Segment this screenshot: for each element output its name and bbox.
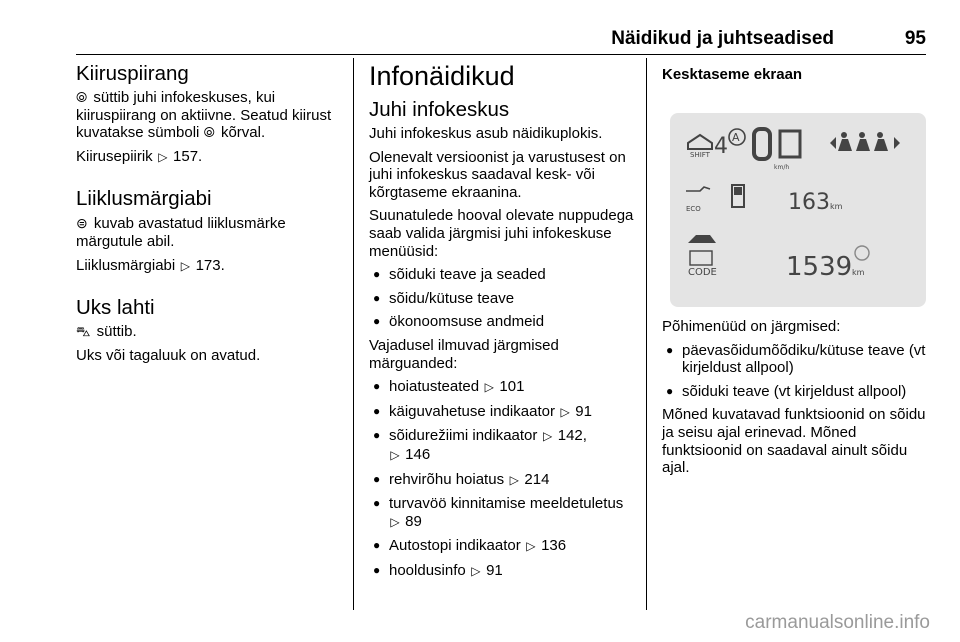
list-item: ● sõiduki teave (vt kirjeldust allpool) — [662, 383, 932, 401]
reference-arrow-icon: ▷ — [390, 514, 400, 529]
paragraph-functions: Mõned kuvatavad funktsioonid on sõidu ja seisu ajal erinevad. Mõned funktsioonid on saadaval ainult sõidu ajal. — [662, 406, 926, 477]
reference-arrow-icon: ▷ — [390, 447, 400, 462]
header-title: Näidikud ja juhtseadised — [611, 28, 834, 49]
traffic-sign-paragraph: ⊜ kuvab avastatud liiklusmärke märgutule abil. — [76, 215, 286, 250]
list-item: ● sõidu/kütuse teave — [369, 290, 639, 308]
range-unit: km — [830, 202, 843, 211]
reference-arrow-icon: ▷ — [560, 404, 570, 419]
reference-arrow-icon: ▷ — [471, 563, 481, 578]
list-item[interactable]: ● Autostopi indikaator ▷ 136 — [369, 537, 639, 556]
code-label: CODE — [688, 267, 717, 278]
immobilizer-icon — [690, 251, 712, 265]
list-item: ● ökonoomsuse andmeid — [369, 313, 639, 331]
range-value: 163 — [788, 190, 830, 215]
paragraph-versions: Olenevalt versioonist ja varustusest on juhi infokeskus saadaval kesk- või kõrgtaseme ekraanina. — [369, 148, 626, 201]
odometer-unit: km — [852, 268, 865, 277]
reference-arrow-icon: ▷ — [158, 149, 168, 164]
traffic-sign-reference[interactable]: Liiklusmärgiabi ▷ 173. — [76, 256, 225, 274]
page-number: 95 — [904, 28, 926, 49]
paragraph-menus-intro: Suunatulede hooval olevate nuppudega saab valida järgmisi juhi infokeskuse menüüsid: — [369, 207, 634, 260]
list-item: ● sõiduki teave ja seaded — [369, 266, 639, 284]
door-open-icon: ⛍ — [76, 323, 91, 340]
door-open-description: Uks või tagaluuk on avatud. — [76, 346, 261, 364]
main-heading: Infonäidikud — [369, 61, 515, 91]
display-heading: Kesktaseme ekraan — [662, 66, 803, 83]
paragraph-alerts-intro: Vajadusel ilmuvad järgmised märguanded: — [369, 336, 559, 372]
sub-heading: Juhi infokeskus — [369, 98, 510, 121]
column-divider-1 — [353, 58, 354, 610]
column-3-text — [662, 318, 932, 477]
list-item[interactable]: ● hoiatusteated ▷ 101 — [369, 378, 639, 397]
shift-indicator-icon — [688, 135, 712, 159]
column-2 — [369, 58, 639, 586]
section-heading-door-open: Uks lahti — [76, 296, 155, 320]
eco-label: ECO — [686, 205, 701, 213]
alerts-list — [369, 378, 639, 580]
speed-limiter-reference[interactable]: Kiirusepiirik ▷ 157. — [76, 147, 203, 165]
speed-limiter-paragraph: ⦾ süttib juhi infokeskuses, kui kiiruspiirang on aktiivne. Seatud kiirust kuvatakse sümboli ⦾ kõrval. — [76, 89, 332, 142]
speed-limiter-icon: ⦾ — [203, 124, 215, 141]
list-item[interactable]: ● hooldusinfo ▷ 91 — [369, 562, 639, 581]
speed-limiter-icon: ⦾ — [76, 89, 88, 105]
list-item[interactable]: ● sõidurežiimi indikaator ▷ 142, ▷ 146 — [369, 427, 639, 464]
menu-list — [369, 266, 639, 331]
reference-arrow-icon: ▷ — [180, 258, 190, 273]
oil-warning-icon — [686, 187, 710, 191]
main-menu-list — [662, 342, 932, 401]
small-label: km/h — [774, 164, 790, 171]
reference-arrow-icon: ▷ — [526, 539, 536, 554]
tire-pressure-icon — [855, 246, 869, 260]
odometer-value: 1539 — [786, 252, 853, 282]
reference-arrow-icon: ▷ — [542, 429, 553, 444]
paragraph-location: Juhi infokeskus asub näidikuplokis. — [369, 125, 603, 142]
watermark: carmanualsonline.info — [745, 612, 930, 633]
paragraph-main-menus: Põhimenüüd on järgmised: — [662, 318, 841, 335]
display-svg — [670, 113, 926, 307]
door-status-icon — [754, 129, 770, 159]
page-header — [76, 28, 926, 54]
shift-label: SHIFT — [690, 151, 710, 159]
list-item[interactable]: ● käiguvahetuse indikaator ▷ 91 — [369, 403, 639, 422]
list-item[interactable]: ● turvavöö kinnitamise meeldetuletus ▷ 89 — [369, 495, 639, 531]
autostop-label: A — [732, 131, 740, 144]
column-1 — [76, 58, 346, 364]
traffic-sign-icon: ⊜ — [76, 215, 88, 232]
list-item[interactable]: ● rehvirõhu hoiatus ▷ 214 — [369, 471, 639, 490]
header-rule — [76, 54, 926, 55]
section-heading-speed-limiter: Kiiruspiirang — [76, 62, 189, 85]
trunk-status-icon — [780, 131, 800, 157]
section-heading-traffic-sign: Liiklusmärgiabi — [76, 187, 212, 211]
gear-number: 4 — [714, 134, 728, 159]
reference-arrow-icon: ▷ — [509, 472, 519, 487]
column-divider-2 — [646, 58, 647, 610]
reference-arrow-icon: ▷ — [484, 380, 494, 395]
instrument-display-image — [670, 113, 926, 307]
seatbelt-reminder-icon — [830, 132, 900, 151]
list-item: ● päevasõidumõõdiku/kütuse teave (vt kirjeldust allpool) — [662, 342, 932, 377]
door-open-paragraph: ⛍ süttib. — [76, 323, 137, 341]
column-3 — [662, 58, 932, 84]
car-service-icon — [688, 235, 716, 243]
